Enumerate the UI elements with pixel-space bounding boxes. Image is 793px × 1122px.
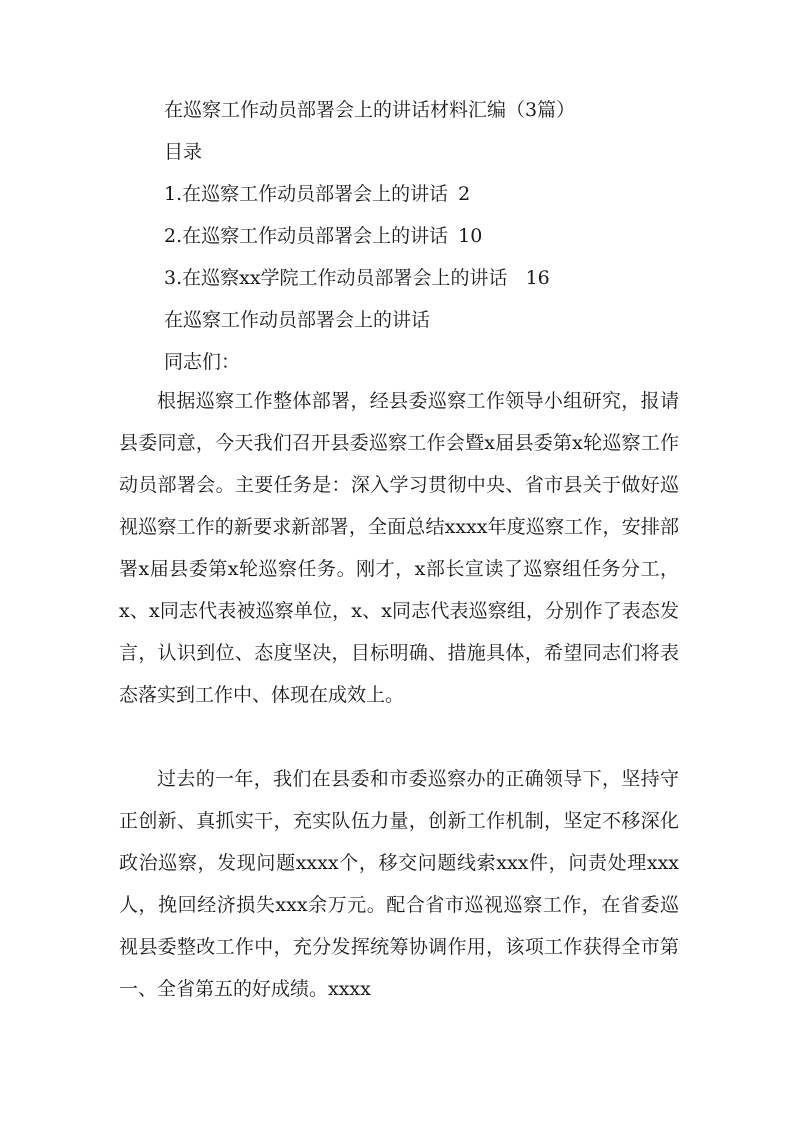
paragraph: 过去的一年，我们在县委和市委巡察办的正确领导下，坚持守正创新、真抓实干，充实队伍力量，创新工作机制，坚定不移深化政治巡察，发现问题xxxx个，移交问题线索xxx件，问责处理xxx人，挽回经济损失xxx余万元。配合省市巡视巡察工作，在省委巡视县委整改工作中，充分发挥统筹协调作用，该项工作获得全市第一、全省第五的好成绩。xxxx <box>119 768 679 1000</box>
toc-item-label: 2.在巡察工作动员部署会上的讲话 <box>164 225 449 247</box>
toc-item-page: 10 <box>458 225 483 247</box>
toc-item-label: 3.在巡察xx学院工作动员部署会上的讲话 <box>164 267 508 289</box>
toc-item <box>164 222 482 250</box>
toc-item-label: 1.在巡察工作动员部署会上的讲话 <box>164 183 449 205</box>
toc-item <box>164 264 550 292</box>
toc-heading: 目录 <box>164 141 203 163</box>
paragraph: 根据巡察工作整体部署，经县委巡察工作领导小组研究，报请县委同意，今天我们召开县委巡察工作会暨x届县委第x轮巡察工作动员部署会。主要任务是：深入学习贯彻中央、省市县关于做好巡视巡察工作的新要求新部署，全面总结xxxx年度巡察工作，安排部署x届县委第x轮巡察任务。刚才，x部长宣读了巡察组任务分工，x、x同志代表被巡察单位，x、x同志代表巡察组，分别作了表态发言，认识到位、态度坚决，目标明确、措施具体，希望同志们将表态落实到工作中、体现在成效上。 <box>119 390 679 706</box>
speech-title: 在巡察工作动员部署会上的讲话 <box>164 309 431 331</box>
document-title: 在巡察工作动员部署会上的讲话材料汇编（3篇） <box>164 99 576 121</box>
toc-item-page: 16 <box>525 267 550 289</box>
toc-item-page: 2 <box>458 183 471 205</box>
salutation: 同志们： <box>164 351 241 373</box>
toc-item <box>164 180 470 208</box>
